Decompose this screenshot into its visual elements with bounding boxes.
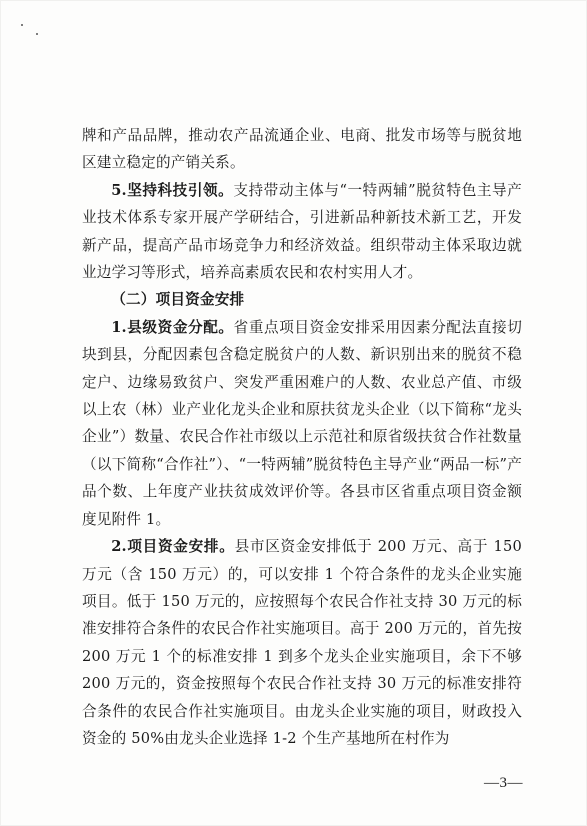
scan-speck [36, 33, 38, 35]
paragraph-text: 县市区资金安排低于 200 万元、高于 150 万元（含 150 万元）的，可以安排 1 个符合条件的龙头企业实施项目。低于 150 万元的，应按照每个农民合作社支持 30 万元的标准安排符合条件的农民合作社实施项目。高于 200 万元的，首先按 200 万元 1 个的标准安排 1 到多个龙头企业实施项目，余下不够 200 万元的，资金按照每个农民合作社支持 30 万元的标准安排符合条件的农民合作社实施项目。由龙头企业实施的项目，财政投入资金的 50%由龙头企业选择 1-2 个生产基地所在村作为 [82, 538, 522, 747]
paragraph-lead: 5.坚持科技引领。 [111, 181, 234, 199]
paragraph-text: 牌和产品品牌，推动农产品流通企业、电商、批发市场等与脱贫地区建立稳定的产销关系。 [82, 127, 522, 172]
heading-text: （二）项目资金安排 [111, 291, 245, 309]
paragraph-county-allocation [82, 314, 522, 533]
page-number: —3— [484, 775, 523, 791]
document-body [82, 122, 522, 752]
scan-speck [21, 24, 23, 26]
paragraph-project-arrangement [82, 533, 522, 752]
section-heading [82, 286, 522, 313]
paragraph-text: 支持带动主体与“一特两辅”脱贫特色主导产业技术体系专家开展产学研结合，引进新品种新技术新工艺，开发新产品，提高产品市场竞争力和经济效益。组织带动主体采取边就业边学习等形式，培养高素质农民和农村实用人才。 [82, 181, 522, 282]
paragraph-continuation [82, 122, 522, 177]
paragraph-tech-lead [82, 177, 522, 287]
paragraph-lead: 1.县级资金分配。 [111, 318, 234, 336]
paragraph-lead: 2.项目资金安排。 [111, 538, 235, 556]
paragraph-text: 省重点项目资金安排采用因素分配法直接切块到县，分配因素包含稳定脱贫户的人数、新识别出来的脱贫不稳定户、边缘易致贫户、突发严重困难户的人数、农业总产值、市级以上农（林）业产业化龙头企业和原扶贫龙头企业（以下简称“龙头企业”）数量、农民合作社市级以上示范社和原省级扶贫合作社数量（以下简称“合作社”）、“一特两辅”脱贫特色主导产业“两品一标”产品个数、上年度产业扶贫成效评价等。各县市区省重点项目资金额度见附件 1。 [82, 318, 522, 528]
